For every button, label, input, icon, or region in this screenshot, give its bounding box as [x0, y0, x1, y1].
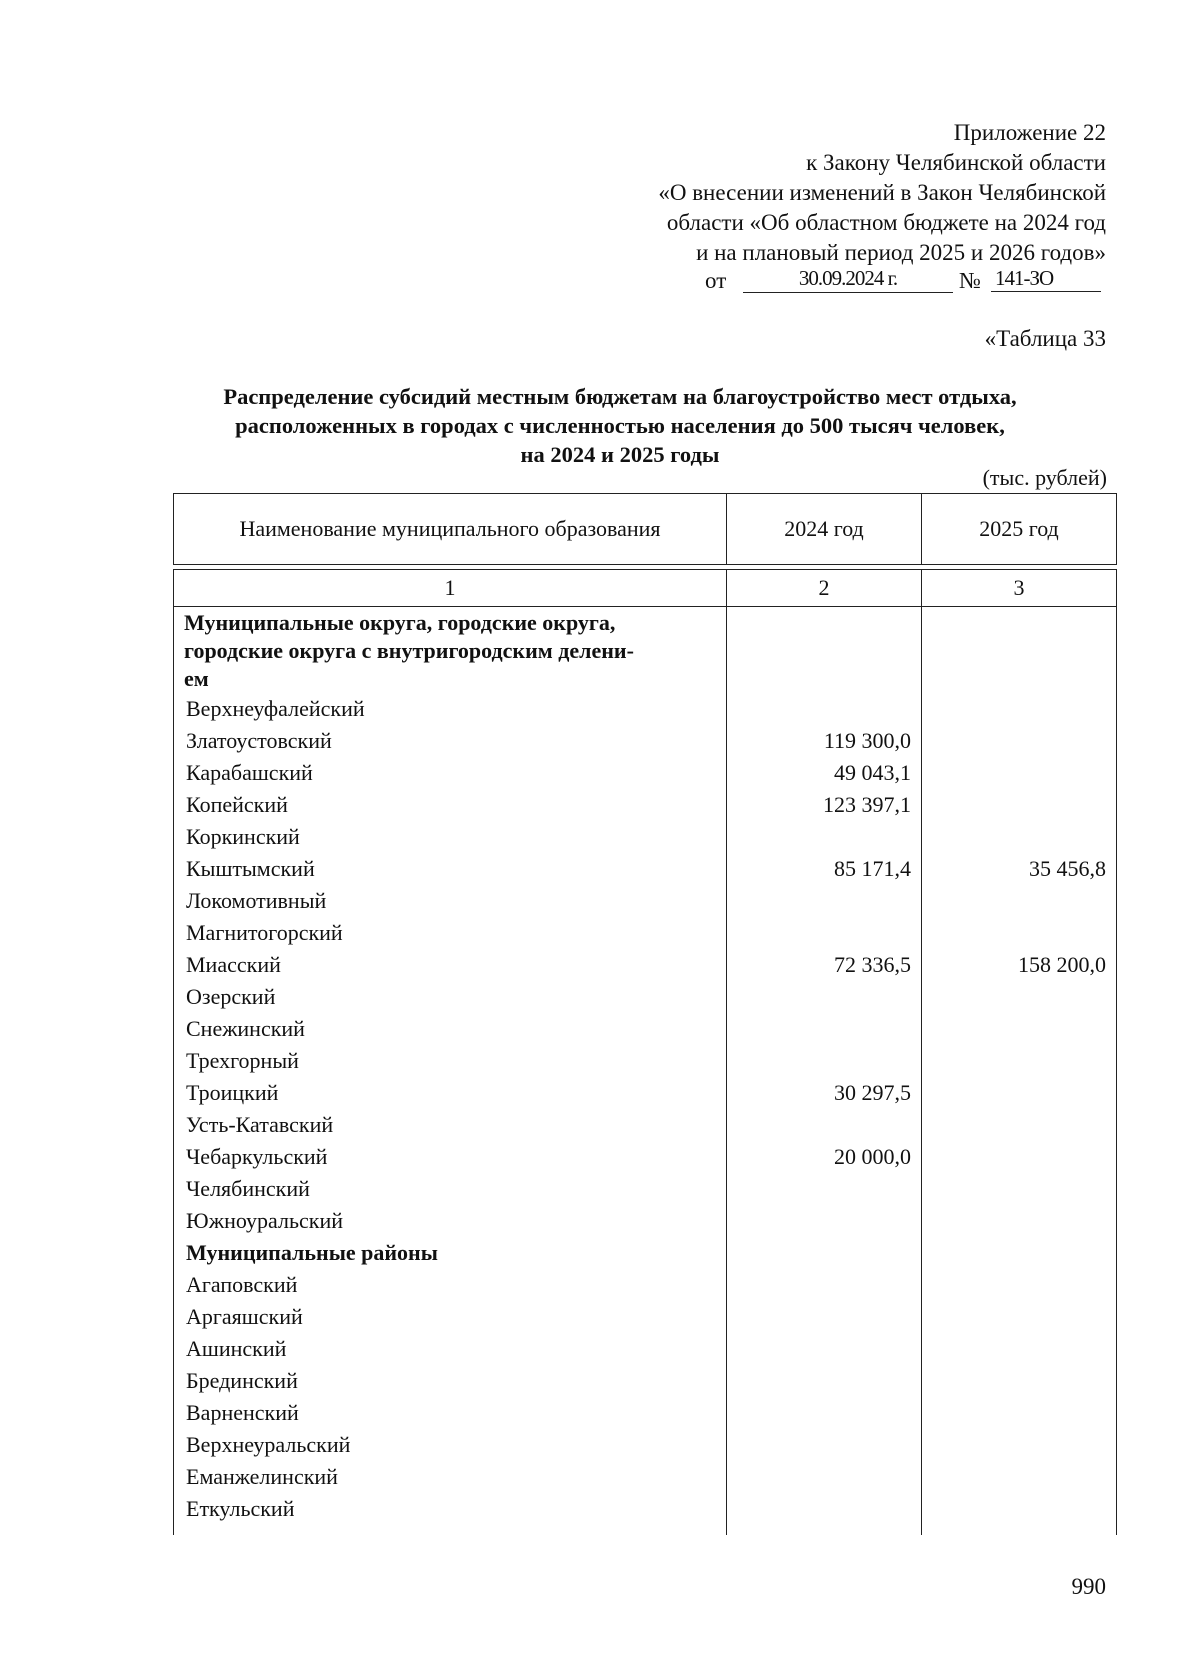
value-2025 — [922, 1173, 1117, 1205]
table-row — [174, 1141, 1117, 1173]
group-heading-line: Муниципальные округа, городские округа, — [184, 610, 616, 635]
value-2025 — [922, 917, 1117, 949]
law-line: к Закону Челябинской области — [806, 150, 1106, 175]
table-row — [174, 1109, 1117, 1141]
value-2024: 49 043,1 — [727, 757, 922, 789]
document-title — [150, 382, 1090, 469]
title-line-1: Распределение субсидий местным бюджетам на благоустройство мест отдыха, — [223, 384, 1017, 409]
law-title-line-2: области «Об областном бюджете на 2024 год — [666, 210, 1106, 235]
table-row — [174, 1461, 1117, 1493]
value-2025 — [922, 1077, 1117, 1109]
title-line-2: расположенных в городах с численностью населения до 500 тысяч человек, — [235, 413, 1005, 438]
column-number-1: 1 — [174, 570, 727, 607]
municipality-name: Усть-Катавский — [174, 1109, 727, 1141]
table-row — [174, 1269, 1117, 1301]
municipality-name: Златоустовский — [174, 725, 727, 757]
value-2025 — [922, 693, 1117, 725]
table-row — [174, 1365, 1117, 1397]
municipality-name: Верхнеуральский — [174, 1429, 727, 1461]
value-2025 — [922, 821, 1117, 853]
value-2024 — [727, 1109, 922, 1141]
table-row — [174, 821, 1117, 853]
value-2025 — [922, 981, 1117, 1013]
value-2025 — [922, 1141, 1117, 1173]
municipality-name: Агаповский — [174, 1269, 727, 1301]
value-2025 — [922, 1013, 1117, 1045]
column-number-3: 3 — [922, 570, 1117, 607]
municipality-name: Варненский — [174, 1397, 727, 1429]
table-row — [174, 1429, 1117, 1461]
municipality-name: Карабашский — [174, 757, 727, 789]
municipality-name: Аргаяшский — [174, 1301, 727, 1333]
value-2025 — [922, 1045, 1117, 1077]
date-value: 30.09.2024 г. — [743, 266, 953, 293]
value-2024 — [727, 821, 922, 853]
law-title-line-1: «О внесении изменений в Закон Челябинской — [658, 180, 1106, 205]
subsidy-table — [173, 493, 1117, 1535]
value-2024: 85 171,4 — [727, 853, 922, 885]
municipality-name: Локомотивный — [174, 885, 727, 917]
value-2024 — [727, 981, 922, 1013]
group-heading-line: городские округа с внутригородским делени- — [184, 638, 634, 663]
table-row — [174, 885, 1117, 917]
value-2025 — [922, 1269, 1117, 1301]
value-2024: 123 397,1 — [727, 789, 922, 821]
number-prefix: № — [959, 268, 981, 293]
value-2024 — [727, 1397, 922, 1429]
value-2024 — [727, 1461, 922, 1493]
units-label: (тыс. рублей) — [982, 465, 1107, 490]
table-row — [174, 1173, 1117, 1205]
value-2024 — [727, 1045, 922, 1077]
table-row — [174, 725, 1117, 757]
municipality-name: Трехгорный — [174, 1045, 727, 1077]
column-header-name: Наименование муниципального образования — [174, 494, 727, 565]
value-2024: 30 297,5 — [727, 1077, 922, 1109]
number-value: 141-ЗО — [991, 266, 1101, 292]
value-2025 — [922, 789, 1117, 821]
municipality-name: Еманжелинский — [174, 1461, 727, 1493]
value-2025 — [922, 757, 1117, 789]
table-row — [174, 949, 1117, 981]
municipality-name: Копейский — [174, 789, 727, 821]
municipality-name: Снежинский — [174, 1013, 727, 1045]
municipality-name: Еткульский — [174, 1493, 727, 1525]
value-2024 — [727, 1173, 922, 1205]
table-row — [174, 981, 1117, 1013]
group-heading-rayony: Муниципальные районы — [174, 1237, 727, 1269]
value-2025 — [922, 885, 1117, 917]
table-row — [174, 1493, 1117, 1525]
municipality-name: Брединский — [174, 1365, 727, 1397]
value-2024 — [727, 1429, 922, 1461]
municipality-name: Озерский — [174, 981, 727, 1013]
value-2024 — [727, 693, 922, 725]
table-row — [174, 1397, 1117, 1429]
date-prefix: от — [705, 268, 727, 293]
value-2025 — [922, 1333, 1117, 1365]
table-row — [174, 757, 1117, 789]
value-2025 — [922, 1429, 1117, 1461]
title-line-3: на 2024 и 2025 годы — [520, 442, 720, 467]
table-row — [174, 1301, 1117, 1333]
table-row — [174, 1333, 1117, 1365]
page-number: 990 — [1071, 1574, 1106, 1599]
table-row — [174, 853, 1117, 885]
group-heading-line: ем — [184, 666, 209, 691]
value-2025 — [922, 1461, 1117, 1493]
municipality-name: Магнитогорский — [174, 917, 727, 949]
table-row — [174, 1205, 1117, 1237]
municipality-name: Кыштымский — [174, 853, 727, 885]
value-2024: 20 000,0 — [727, 1141, 922, 1173]
law-title-line-3: и на плановый период 2025 и 2026 годов» — [696, 240, 1106, 265]
value-2024 — [727, 1269, 922, 1301]
value-2025 — [922, 1493, 1117, 1525]
date-number-line — [705, 266, 1105, 296]
group-heading-okruga — [174, 607, 727, 694]
municipality-name: Миасский — [174, 949, 727, 981]
value-2024 — [727, 1493, 922, 1525]
value-2024 — [727, 1013, 922, 1045]
value-2024 — [727, 1365, 922, 1397]
value-2025 — [922, 1301, 1117, 1333]
value-2024: 72 336,5 — [727, 949, 922, 981]
value-2025 — [922, 1397, 1117, 1429]
value-2024 — [727, 1205, 922, 1237]
value-2024 — [727, 1301, 922, 1333]
table-reference: «Таблица 33 — [984, 326, 1106, 351]
table-row — [174, 917, 1117, 949]
table-row — [174, 693, 1117, 725]
value-2024 — [727, 917, 922, 949]
annex-line: Приложение 22 — [953, 120, 1106, 145]
table-row — [174, 1013, 1117, 1045]
value-2024: 119 300,0 — [727, 725, 922, 757]
table-row — [174, 1045, 1117, 1077]
value-2025: 158 200,0 — [922, 949, 1117, 981]
municipality-name: Челябинский — [174, 1173, 727, 1205]
value-2025 — [922, 1205, 1117, 1237]
municipality-name: Коркинский — [174, 821, 727, 853]
municipality-name: Южноуральский — [174, 1205, 727, 1237]
value-2025 — [922, 725, 1117, 757]
column-header-2025: 2025 год — [922, 494, 1117, 565]
value-2025: 35 456,8 — [922, 853, 1117, 885]
value-2025 — [922, 1109, 1117, 1141]
table-header-row — [174, 494, 1117, 565]
column-number-row — [174, 570, 1117, 607]
table-row — [174, 1077, 1117, 1109]
value-2024 — [727, 885, 922, 917]
column-header-2024: 2024 год — [727, 494, 922, 565]
table-row — [174, 789, 1117, 821]
group-heading-row — [174, 1237, 1117, 1269]
column-number-2: 2 — [727, 570, 922, 607]
municipality-name: Чебаркульский — [174, 1141, 727, 1173]
group-heading-row — [174, 607, 1117, 694]
municipality-name: Верхнеуфалейский — [174, 693, 727, 725]
municipality-name: Ашинский — [174, 1333, 727, 1365]
value-2024 — [727, 1333, 922, 1365]
value-2025 — [922, 1365, 1117, 1397]
municipality-name: Троицкий — [174, 1077, 727, 1109]
